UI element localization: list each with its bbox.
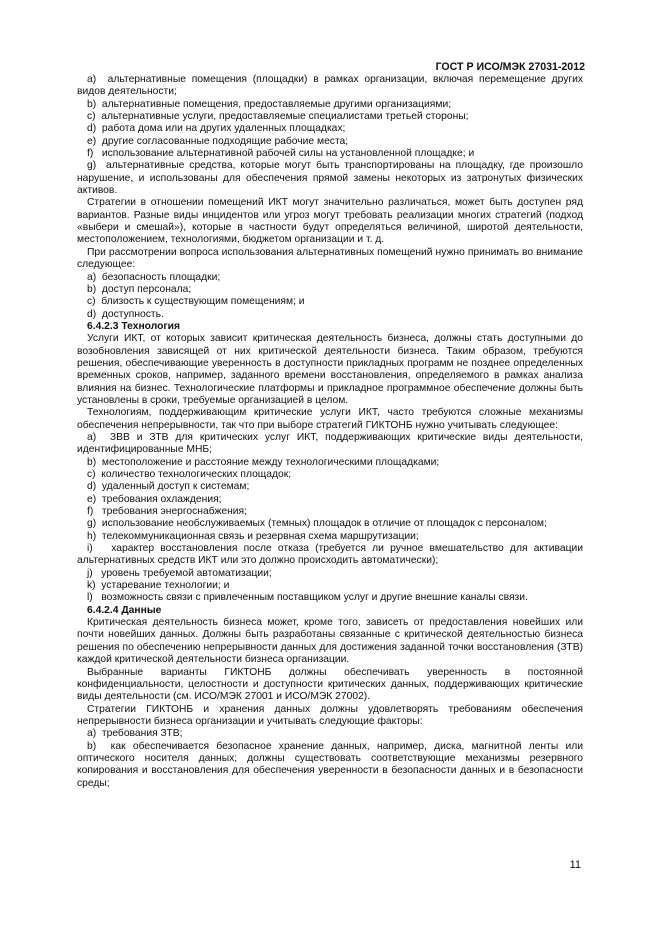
list-item: c) альтернативные услуги, предоставляемые специалистами третьей стороны; (87, 111, 469, 123)
list-item: a) ЗВВ и ЗТВ для критических услуг ИКТ, поддерживающих критические виды деятельности, идентифицированные МНБ; (77, 431, 583, 456)
list-item: d) удаленный доступ к системам; (87, 481, 250, 493)
list-item: l) возможность связи с привлеченным поставщиком услуг и другие внешние каналы связи. (87, 592, 528, 604)
page-header: ГОСТ Р ИСО/МЭК 27031-2012 (435, 61, 585, 73)
list-item: b) доступ персонала; (87, 283, 192, 295)
list-item: k) устаревание технологии; и (87, 580, 230, 592)
list-item: h) телекоммуникационная связь и резервная схема маршрутизации; (87, 530, 419, 542)
list-item: c) количество технологических площадок; (87, 469, 292, 480)
list-item: a) безопасность площадки; (87, 271, 221, 283)
document-body (77, 74, 583, 790)
paragraph: Стратегии ГИКТОНБ и хранения данных должны удовлетворять требованиям обеспечения непрерывности бизнеса организации и учитывать следующие факторы: (77, 703, 583, 727)
list-item: e) другие согласованные подходящие рабочие места; (87, 135, 349, 147)
paragraph: Услуги ИКТ, от которых зависит критическая деятельность бизнеса, должны стать доступными до возобновления зависящей от них критической деятельности бизнеса. Таким образом, требуются решения, обеспечивающие уверенность в доступности прикладных программ не позднее определенных временных сроков, например, заданного времени восстановления, определяемого в рамках анализа влияния на бизнес. Технологические платформы и прикладное программное обеспечение должны быть установлены в сроки, требуемые организацией в целом. (77, 333, 583, 406)
paragraph: Технологиям, поддерживающим критические услуги ИКТ, часто требуются сложные механизмы обеспечения непрерывности, так что при выборе стратегий ГИКТОНБ нужно учитывать следующее: (77, 407, 583, 431)
list-item: b) как обеспечивается безопасное хранение данных, например, диска, магнитной ленты или оптического носителя данных; должны существовать соответствующие механизмы резервного копирования и восстановления для обеспечения уверенности в безопасности данных и в безопасности среды; (77, 740, 583, 789)
paragraph: Критическая деятельность бизнеса может, кроме того, зависеть от предоставления новейших или почти новейших данных. Должны быть разработаны связанные с критической деятельностью бизнеса решения по обеспечению непрерывности данных для достижения заданной точки восстановления (ЗТВ) каждой критической деятельности бизнеса организации. (77, 617, 583, 666)
list-item: g) использование необслуживаемых (темных) площадок в отличие от площадок с персоналом; (87, 518, 547, 530)
paragraph: Выбранные варианты ГИКТОНБ должны обеспечивать уверенность в постоянной конфиденциальности, целостности и доступности критических данных, поддерживающих критические виды деятельности (см. ИСО/МЭК 27001 и ИСО/МЭК 27002). (77, 666, 583, 703)
list-item: e) требования охлаждения; (87, 493, 222, 505)
list-item: j) уровень требуемой автоматизации; (87, 567, 272, 579)
list-item: a) требования ЗТВ; (87, 728, 183, 740)
section-heading: 6.4.2.3 Технология (87, 320, 181, 332)
list-item: d) работа дома или на других удаленных площадках; (87, 123, 346, 135)
page-number: 11 (569, 859, 581, 871)
list-item: g) альтернативные средства, которые могут быть транспортированы на площадку, где произошло нарушение, и использованы для обеспечения прямой замены некоторых из затронутых физических активов. (77, 160, 583, 197)
list-item: a) альтернативные помещения (площадки) в рамках организации, включая перемещение других видов деятельности; (77, 74, 583, 98)
list-item: b) альтернативные помещения, предоставляемые другими организациями; (87, 98, 452, 110)
list-item: f) использование альтернативной рабочей силы на установленной площадке; и (87, 148, 475, 160)
list-item: b) местоположение и расстояние между технологическими площадками; (87, 456, 440, 468)
paragraph: При рассмотрении вопроса использования альтернативных помещений нужно принимать во внимание следующее: (77, 246, 583, 271)
list-item: c) близость к существующим помещениям; и (87, 296, 305, 308)
paragraph: Стратегии в отношении помещений ИКТ могут значительно различаться, может быть доступен ряд вариантов. Разные виды инцидентов или угроз могут требовать реализации многих стратегий (подход «выбери и смешай»), которые в частности будут определяться величиной, широтой деятельности, местоположением, технологиями, бюджетом организации и т. д. (77, 197, 583, 246)
list-item: d) доступность. (87, 308, 164, 320)
list-item: f) требования энергоснабжения; (87, 506, 247, 518)
section-heading: 6.4.2.4 Данные (87, 604, 162, 616)
list-item: i) характер восстановления после отказа (требуется ли ручное вмешательство для активации альтернативных средств ИКТ или это должно происходить автоматически); (77, 543, 583, 567)
